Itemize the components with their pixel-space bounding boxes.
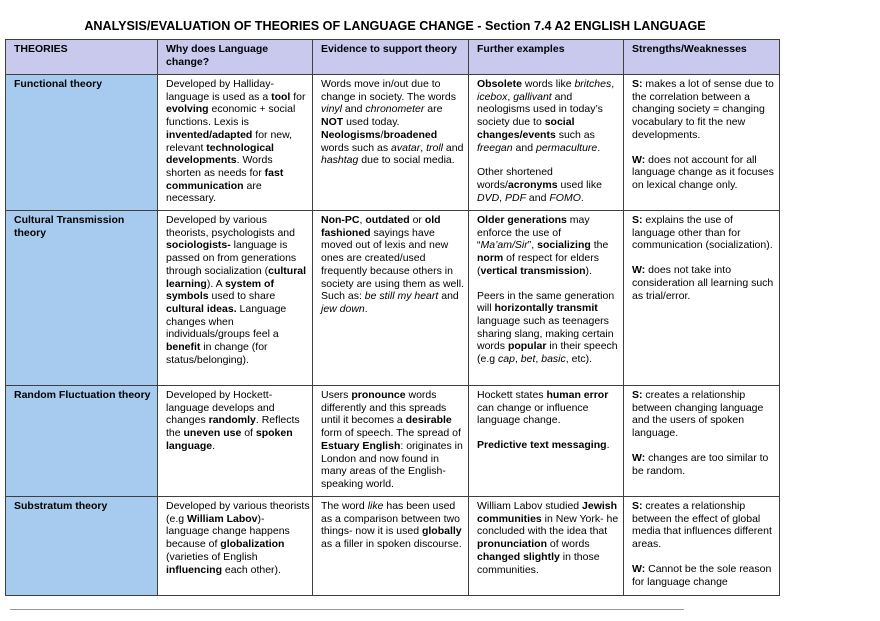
cell-functional-why [158,75,313,211]
cell-text [477,500,621,576]
text-run: language is passed on from generations through socialization ( [166,239,297,277]
table-header-row [6,40,780,75]
text-run: words differently and this spreads until it becomes a [321,389,447,427]
text-run: as a filler in spoken discourse. [321,538,462,551]
text-run: of [241,427,256,440]
row-heading-functional: Functional theory [6,75,158,211]
text-run: . [580,191,584,204]
cell-text [321,389,466,491]
bold-term: NOT [321,116,344,129]
text-run: words like [521,78,575,90]
cell-cultural-evidence [313,211,469,386]
text-run: ). [585,264,592,277]
cell-cultural-sw [624,211,780,386]
cell-text [632,500,777,551]
italic-example: icebox [477,90,508,103]
text-run: for [290,90,306,103]
text-run: creates a relationship between changing language and the users of spoken language. [632,389,764,440]
italic-example: permaculture [535,141,598,154]
cell-substratum-why [158,497,313,596]
italic-example: be still my heart [364,290,439,303]
bold-term: W: [632,562,646,575]
header-strengths-weaknesses: Strengths/Weaknesses [624,40,780,75]
text-run: Other shortened words/ [477,166,553,191]
cell-random-sw [624,386,780,497]
text-run: Language changes when individuals/groups feel a [166,302,287,341]
text-run: Developed by various theorists (e.g [166,500,310,525]
text-run: makes a lot of sense due to the correlation between a changing society = changing vocabulary to fit the new developments. [632,78,774,141]
bold-term: norm [477,252,504,265]
text-run: explains the use of language other than for communication (socialization). [632,214,773,252]
bold-term: desirable [405,414,452,427]
text-run: . [212,439,216,452]
bold-term: Neologisms [321,128,381,141]
bold-term: changed slightly [477,550,560,563]
cell-cultural-why [158,211,313,386]
text-run: and [438,290,459,303]
bold-term: pronounce [351,389,406,401]
row-heading-substratum: Substratum theory [6,497,158,596]
cell-text [477,439,621,452]
bold-term: globalization [220,538,285,551]
italic-example: PDF [505,191,527,204]
bold-term: horizontally transmit [494,302,598,315]
text-run: Hockett states [477,389,547,401]
bold-term: W: [632,264,646,277]
text-run: due to social media. [358,154,455,167]
bold-term: human error [546,389,609,401]
bold-term: William Labov [187,512,258,525]
bold-term: Predictive text messaging [477,439,607,452]
bold-term: popular [507,340,547,353]
text-run: form of speech. The spread of [321,427,461,440]
bold-term: broadened [383,128,438,141]
table-row [6,386,780,497]
text-run: and [442,141,464,154]
cell-text [477,389,621,427]
text-run: for new, relevant [166,128,293,154]
italic-example: hashtag [321,154,359,167]
bold-term: old fashioned [321,214,441,239]
text-run: , [420,141,427,154]
text-run: creates a relationship between the effect of global media that influences different areas. [632,500,772,551]
cell-random-why [158,386,313,497]
bold-term: randomly [208,414,256,427]
footer-divider [10,609,684,610]
text-run: and [342,103,366,116]
bold-term: fast communication [166,166,284,192]
text-run: Peers in the same generation will [477,289,615,315]
bold-term: socializing [537,239,591,252]
text-run: , [359,214,366,226]
bold-term: Older generations [477,214,567,226]
text-run: . Words shorten as needs for [166,154,273,179]
text-run: and [526,191,550,204]
italic-example: troll [426,141,443,154]
bold-term: uneven use [183,427,242,440]
text-run: does not account for all language change as it focuses on lexical change only. [632,153,774,191]
text-run: ). A [206,277,225,290]
italic-example: vinyl [321,103,343,116]
text-run: Developed by Halliday- language is used as a [166,78,274,103]
bold-term: spoken language [166,427,293,452]
cell-functional-evidence [313,75,469,211]
text-run: / [380,128,384,141]
cell-text [477,214,621,278]
text-run: Users [321,389,352,401]
bold-term: Non-PC [321,214,360,226]
row-heading-cultural: Cultural Transmission theory [6,211,158,386]
bold-term: acronyms [507,178,558,191]
italic-example: cap [498,353,515,366]
bold-term: cultural learning [166,264,307,290]
italic-example: Ma’am/Sir [480,239,528,252]
text-run: Words move in/out due to change in society. The words [321,78,457,103]
cell-text [632,389,777,440]
text-run: may enforce the use of “ [477,214,590,252]
cell-functional-examples [469,75,624,211]
cell-functional-sw [624,75,780,211]
text-run: . [364,302,368,315]
text-run: or [409,214,425,226]
cell-text [477,290,621,366]
italic-example: avatar [391,141,421,154]
bold-term: sociologists- [166,239,231,252]
theories-table [5,39,780,596]
italic-example: DVD [477,191,500,204]
cell-text [632,154,777,192]
text-run: used to share [208,290,276,303]
cell-text [477,166,621,204]
bold-term: Jewish communities [477,500,618,525]
italic-example: like [367,500,384,512]
cell-text [632,264,777,302]
text-run: and neologisms used in today’s society due to [477,90,603,129]
text-run: , [499,191,506,204]
text-run: in those communities. [477,550,600,576]
cell-text [321,214,466,316]
cell-text [632,78,777,142]
text-run: (varieties of English [166,550,258,563]
text-run: The word [321,500,368,512]
bold-term: Estuary English [321,439,401,452]
bold-term: technological developments [166,141,274,167]
text-run: . Reflects the [166,414,300,440]
text-run: in change (for status/belonging). [166,341,268,366]
bold-term: S: [632,389,643,401]
bold-term: Obsolete [477,78,522,90]
italic-example: freegan [477,141,513,154]
text-run: economic + social functions. Lexis is [166,103,296,129]
bold-term: W: [632,153,646,166]
text-run: such as [555,128,595,141]
text-run: can change or influence language change. [477,401,589,427]
header-why-change: Why does Language change? [158,40,313,75]
header-theories: THEORIES [6,40,158,75]
text-run: words such as [321,141,392,154]
text-run: in New York- he concluded with the idea that [477,512,619,538]
text-run: : originates in London and now found in many areas of the English-speaking world. [321,439,463,490]
bold-term: benefit [166,341,201,354]
bold-term: evolving [166,103,209,116]
cell-text [477,78,621,154]
bold-term: S: [632,500,643,512]
text-run: , [535,353,542,366]
cell-text [632,452,777,477]
text-run: Developed by Hockett- language develops and changes [166,389,275,427]
text-run: , [611,78,615,90]
cell-text [166,214,310,366]
cell-text [632,563,777,588]
text-run: Developed by various theorists, psychologists and [166,214,295,239]
bold-term: vertical transmission [480,264,586,277]
text-run: ”, [527,239,538,252]
bold-term: tool [271,90,291,103]
text-run: changes are too similar to be random. [632,451,769,477]
table-row [6,75,780,211]
text-run: language such as teenagers sharing slang, making certain words [477,314,614,353]
table-row [6,211,780,386]
text-run: used like [557,178,602,191]
italic-example: FOMO [549,191,581,204]
bold-term: social changes/events [477,116,575,141]
text-run: , [514,353,521,366]
text-run: has been used as a comparison between two things- now it is used [321,500,460,538]
bold-term: invented/adapted [166,128,253,141]
text-run: are [424,103,443,116]
text-run: )- language change happens because of [166,512,290,551]
bold-term: globally [421,525,462,538]
text-run: the [590,239,609,252]
text-run: William Labov studied [477,500,583,512]
cell-text [632,214,777,252]
italic-example: jew down [321,302,365,315]
bold-term: W: [632,451,646,464]
cell-text [166,500,310,576]
bold-term: S: [632,214,643,226]
text-run: , etc). [565,353,593,366]
bold-term: influencing [166,563,222,576]
italic-example: basic [541,353,566,366]
text-run: and [512,141,536,154]
text-run: . [606,439,610,452]
text-run: sayings have moved out of lexis and new ones are created/used frequently because others in society are using them as well. Such as: [321,226,464,303]
header-further-examples: Further examples [469,40,624,75]
header-evidence: Evidence to support theory [313,40,469,75]
cell-text [166,78,310,205]
bold-term: system of symbols [166,277,274,303]
cell-random-evidence [313,386,469,497]
cell-substratum-evidence [313,497,469,596]
italic-example: bet [520,353,536,366]
row-heading-random: Random Fluctuation theory [6,386,158,497]
document-title: ANALYSIS/EVALUATION OF THEORIES OF LANGUAGE CHANGE - Section 7.4 A2 ENGLISH LANGUAGE [84,19,706,33]
text-run: of respect for elders ( [477,252,599,277]
bold-term: outdated [365,214,410,226]
text-run: , [507,90,514,103]
cell-text [321,500,466,551]
cell-random-examples [469,386,624,497]
cell-substratum-examples [469,497,624,596]
cell-cultural-examples [469,211,624,386]
text-run: does not take into consideration all learning such as trial/error. [632,264,774,302]
text-run: of words [547,538,590,551]
bold-term: pronunciation [477,538,547,551]
table-row [6,497,780,596]
cell-substratum-sw [624,497,780,596]
cell-text [166,389,310,453]
text-run: are necessary. [166,179,262,205]
text-run: used today. [343,116,400,129]
bold-term: S: [632,78,643,90]
text-run: Cannot be the sole reason for language change [632,562,772,588]
italic-example: chronometer [365,103,425,116]
text-run: each other). [222,563,281,576]
cell-text [321,78,466,167]
italic-example: gallivant [513,90,552,103]
text-run: . [597,141,601,154]
bold-term: cultural ideas. [166,302,237,315]
italic-example: britches [574,78,612,90]
text-run: in their speech (e.g [477,340,618,366]
